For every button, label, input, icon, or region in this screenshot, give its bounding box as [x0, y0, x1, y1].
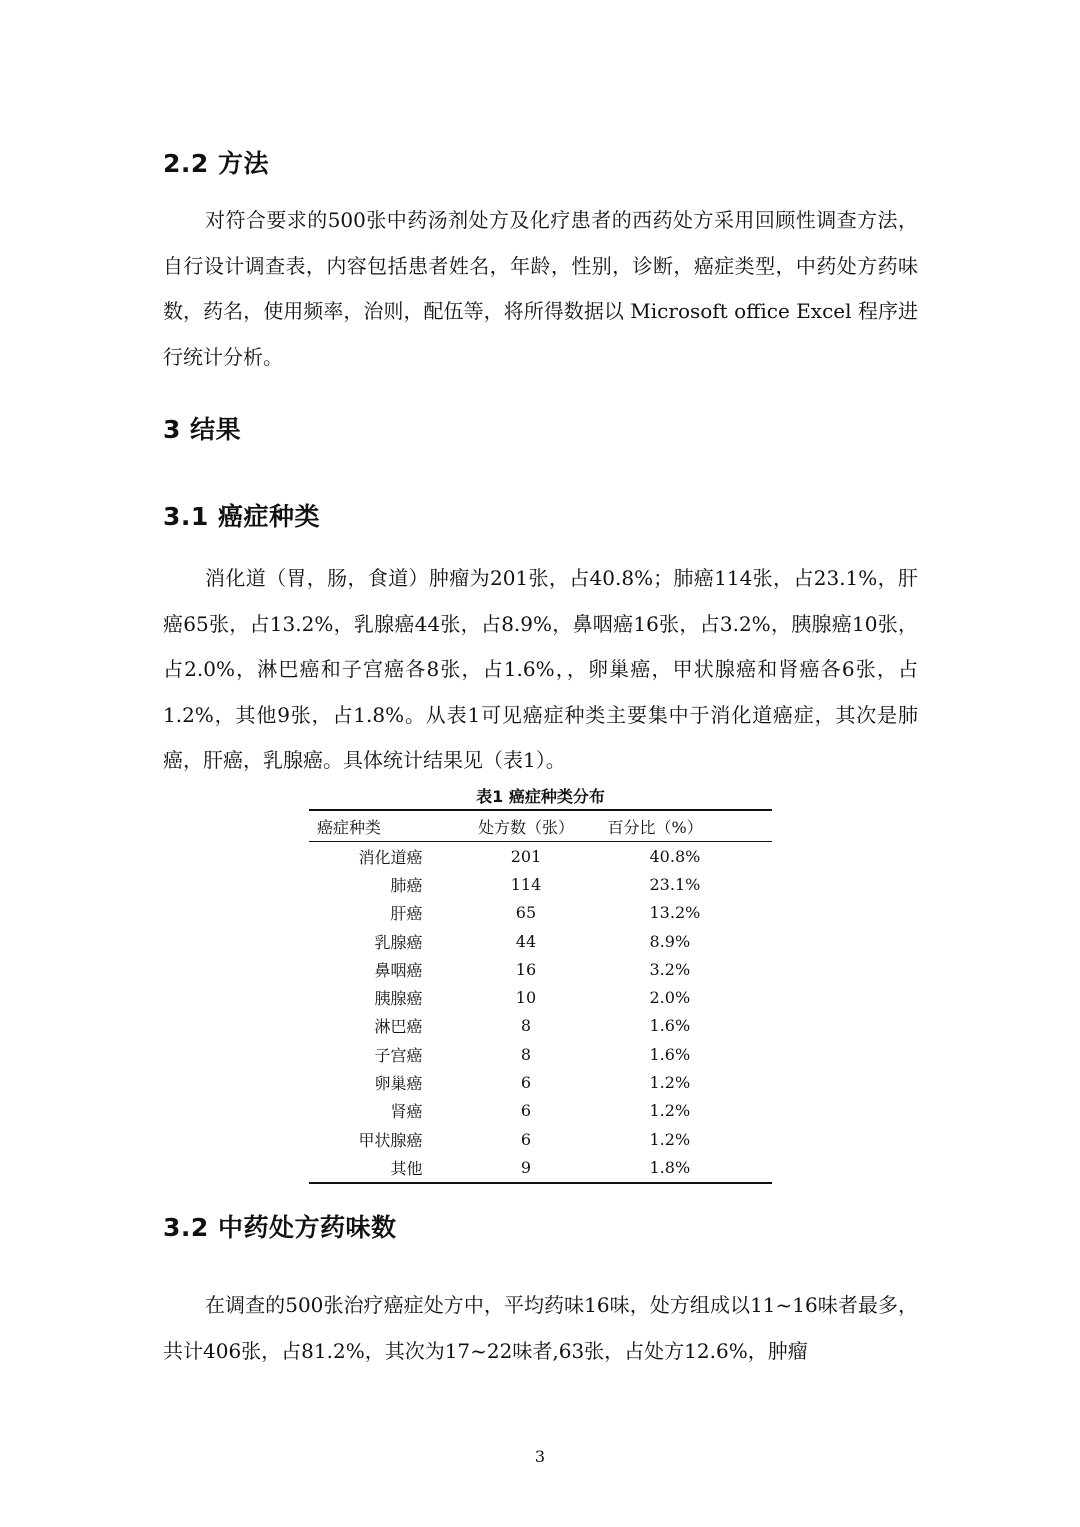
table-cell: 其他: [309, 1153, 464, 1182]
table-cell: 44: [515, 931, 537, 951]
table-cell: 65: [515, 903, 537, 923]
table-cell: 消化道癌: [358, 847, 423, 867]
table-row: [309, 870, 772, 898]
page-number: 3: [534, 1447, 546, 1466]
table-cell: 甲状腺癌: [358, 1130, 423, 1150]
table-row: [309, 1012, 772, 1040]
table-row: [309, 955, 772, 983]
table-cell: 卵巢癌: [374, 1074, 423, 1094]
table-row: [309, 983, 772, 1011]
table-cell: 6: [520, 1073, 532, 1093]
table-cell: 6: [520, 1129, 532, 1149]
column-header: 处方数（张）: [464, 810, 587, 842]
table-cell: 1.2%: [649, 1101, 691, 1121]
section-heading-methods: 2.2 方法: [163, 149, 269, 178]
table-row: [309, 1040, 772, 1068]
table-row: [309, 927, 772, 955]
table-cell: 1.8%: [588, 1153, 773, 1182]
section-heading-cancer-types: 3.1 癌症种类: [163, 502, 320, 531]
table-cell: 乳腺癌: [374, 932, 423, 952]
table-cell: 6: [520, 1101, 532, 1121]
table-cell: 1.2%: [649, 1129, 691, 1149]
table-cell: 3.2%: [649, 959, 691, 979]
table-row: [309, 1153, 772, 1182]
table-row: [309, 1068, 772, 1096]
table-cell: 23.1%: [649, 874, 701, 894]
table-cell: 201: [510, 846, 542, 866]
section-heading-results: 3 结果: [163, 415, 242, 444]
table-cell: 肺癌: [390, 875, 423, 895]
table-cell: 13.2%: [649, 903, 701, 923]
table-cell: 1.6%: [649, 1016, 691, 1036]
table-header-row: [309, 810, 772, 842]
cancer-type-table: [309, 809, 772, 1184]
table-cell: 子宫癌: [374, 1045, 423, 1065]
column-header: 癌症种类: [309, 810, 464, 842]
table-cell: 8: [520, 1044, 532, 1064]
table-cell: 肝癌: [390, 904, 423, 924]
table-row: [309, 1097, 772, 1125]
section-heading-herb-count: 3.2 中药处方药味数: [163, 1213, 397, 1242]
table-cell: 8.9%: [649, 931, 691, 951]
table-row: [309, 899, 772, 927]
table-cell: 鼻咽癌: [374, 960, 423, 980]
table-caption: 表1 癌症种类分布: [476, 787, 605, 806]
table-row: [309, 1125, 772, 1153]
table-cell: 10: [515, 988, 537, 1008]
methods-paragraph: 对符合要求的500张中药汤剂处方及化疗患者的西药处方采用回顾性调查方法，自行设计调查表，内容包括患者姓名，年龄，性别，诊断，癌症类型，中药处方药味数，药名，使用频率，治则，配伍等，将所得数据以 Microsoft office Excel 程序进行统计分析。: [163, 208, 918, 369]
table-cell: 114: [510, 874, 542, 894]
column-header: 百分比（%）: [588, 810, 773, 842]
table-cell: 16: [515, 959, 537, 979]
table-cell: 肾癌: [390, 1102, 423, 1122]
table-cell: 1.6%: [649, 1044, 691, 1064]
table-row: [309, 842, 772, 871]
herb-count-paragraph: 在调查的500张治疗癌症处方中，平均药味16味，处方组成以11~16味者最多，共计406张，占81.2%，其次为17~22味者,63张，占处方12.6%，肿瘤: [163, 1293, 918, 1363]
table-cell: 胰腺癌: [374, 989, 423, 1009]
table-cell: 9: [464, 1153, 587, 1182]
table-cell: 40.8%: [649, 846, 701, 866]
cancer-types-paragraph: 消化道（胃，肠，食道）肿瘤为201张，占40.8%；肺癌114张，占23.1%，肝癌65张，占13.2%，乳腺癌44张，占8.9%，鼻咽癌16张，占3.2%，胰腺癌10张，占2.0%，淋巴癌和子宫癌各8张，占1.6%，，卵巢癌，甲状腺癌和肾癌各6张，占1.2%，其他9张，占1.8%。从表1可见癌症种类主要集中于消化道癌症，其次是肺癌，肝癌，乳腺癌。具体统计结果见（表1）。: [163, 566, 918, 772]
table-cell: 1.2%: [649, 1073, 691, 1093]
table-cell: 8: [520, 1016, 532, 1036]
table-cell: 2.0%: [649, 988, 691, 1008]
table-cell: 淋巴癌: [374, 1017, 423, 1037]
